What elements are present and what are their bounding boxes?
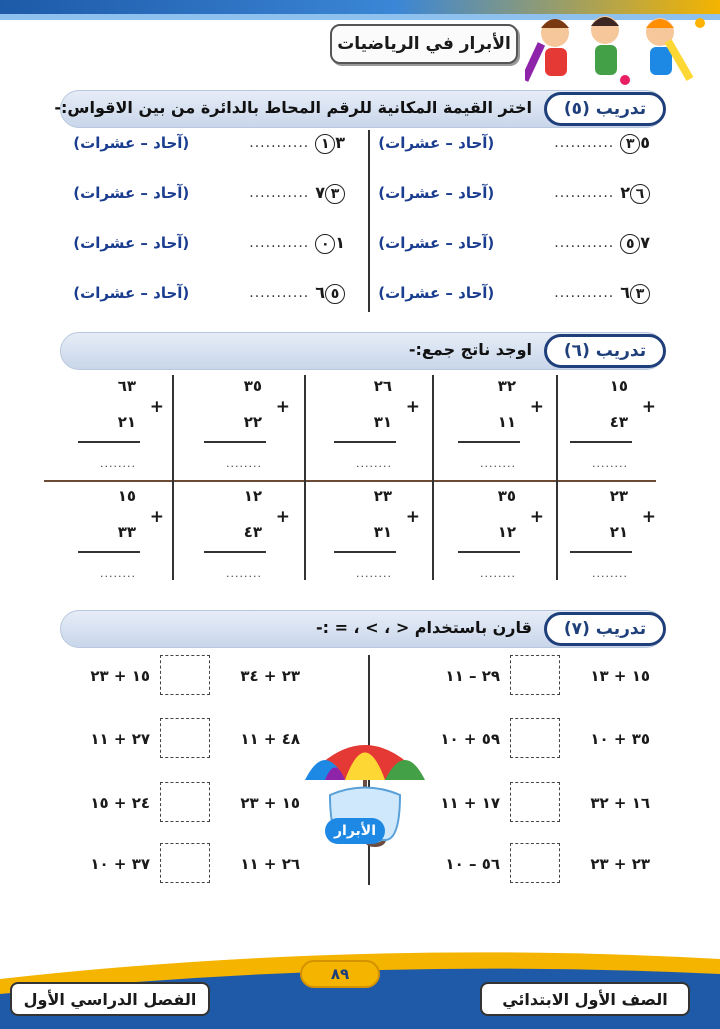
ex5-answer-blank[interactable]: ...........: [554, 235, 615, 251]
ex6-addend-top: ١٥: [609, 377, 628, 395]
ex6-addend-top: ١٢: [243, 487, 262, 505]
ex7-expression-left: ١٥ + ٢٣: [90, 667, 150, 685]
ex7-tag: تدريب (٧): [544, 612, 666, 646]
ex6-addend-bottom: ٤٣: [609, 413, 628, 431]
ex6-answer-blank[interactable]: ........: [226, 567, 262, 580]
ex5-item: [73, 128, 345, 158]
ex5-circled-digit: ٣: [630, 284, 650, 304]
ex5-item: [73, 178, 345, 208]
ex5-digit: ٣: [335, 132, 345, 152]
page-number: ٨٩: [300, 960, 380, 988]
ex5-digit: ٢: [620, 182, 630, 202]
ex6-sum-line: [78, 441, 140, 443]
ex5-number: [315, 133, 345, 154]
ex5-circled-digit: ٣: [325, 184, 345, 204]
plus-sign: +: [275, 507, 290, 527]
ex6-answer-blank[interactable]: ........: [480, 567, 516, 580]
ex7-expression-left: ٢٧ + ١١: [90, 730, 150, 748]
ex6-row-divider: [44, 480, 656, 482]
ex7-expression-right: ١٥ + ٢٣: [240, 794, 300, 812]
kids-illustration: [525, 8, 715, 88]
ex5-choices: (آحاد – عشرات): [73, 234, 190, 252]
ex5-header: [54, 90, 665, 128]
ex6-addend-top: ٢٣: [373, 487, 392, 505]
ex5-digit: ٥: [640, 132, 650, 152]
ex6-addend-bottom: ٢٢: [243, 413, 262, 431]
ex7-expression-right: ١٦ + ٣٢: [590, 794, 650, 812]
footer-grade: الصف الأول الابتدائي: [480, 982, 690, 1016]
ex6-addend-top: ٣٢: [497, 377, 516, 395]
ex5-circled-digit: ٠: [315, 234, 335, 254]
ex5-answer-blank[interactable]: ...........: [249, 185, 310, 201]
ex6-answer-blank[interactable]: ........: [356, 567, 392, 580]
plus-sign: +: [641, 397, 656, 417]
ex7-answer-box[interactable]: [510, 718, 560, 758]
ex6-sum-line: [570, 551, 632, 553]
ex7-answer-box[interactable]: [160, 782, 210, 822]
ex5-answer-blank[interactable]: ...........: [249, 235, 310, 251]
ex5-digit: ٧: [315, 182, 325, 202]
ex6-addend-top: ٢٦: [373, 377, 392, 395]
ex7-answer-box[interactable]: [510, 782, 560, 822]
ex5-circled-digit: ٥: [620, 234, 640, 254]
ex6-sum-line: [204, 551, 266, 553]
ex6-answer-blank[interactable]: ........: [100, 567, 136, 580]
ex7-instruction: قارن باستخدام < ، > ، = :-: [315, 618, 532, 637]
ex7-expression-left: ٢٩ – ١١: [445, 667, 500, 685]
ex6-addend-top: ٣٥: [243, 377, 262, 395]
plus-sign: +: [405, 397, 420, 417]
page-title: الأبرار في الرياضيات: [330, 24, 518, 64]
ex7-expression-right: ٣٥ + ١٠: [590, 730, 650, 748]
ex5-number: [620, 283, 650, 304]
ex7-expression-left: ٢٤ + ١٥: [90, 794, 150, 812]
plus-sign: +: [405, 507, 420, 527]
ex6-tag: تدريب (٦): [544, 334, 666, 368]
ex5-answer-blank[interactable]: ...........: [249, 285, 310, 301]
ex6-addition: [180, 485, 290, 590]
ex5-choices: (آحاد – عشرات): [73, 134, 190, 152]
ex6-addition: [546, 485, 656, 590]
ex6-addend-bottom: ٤٣: [243, 523, 262, 541]
ex5-choices: (آحاد – عشرات): [378, 184, 495, 202]
ex5-answer-blank[interactable]: ...........: [554, 135, 615, 151]
ex5-answer-blank[interactable]: ...........: [249, 135, 310, 151]
ex6-addend-bottom: ١١: [497, 413, 516, 431]
ex5-choices: (آحاد – عشرات): [73, 184, 190, 202]
ex7-expression-left: ١٧ + ١١: [440, 794, 500, 812]
ex5-tag: تدريب (٥): [544, 92, 666, 126]
ex6-sum-line: [458, 551, 520, 553]
ex6-answer-blank[interactable]: ........: [356, 457, 392, 470]
footer-term: الفصل الدراسي الأول: [10, 982, 210, 1016]
ex5-item: [73, 228, 345, 258]
ex6-instruction: اوجد ناتج جمع:-: [408, 340, 532, 359]
ex5-number: [620, 183, 650, 204]
ex5-circled-digit: ١: [315, 134, 335, 154]
ex5-number: [315, 183, 345, 204]
ex5-choices: (آحاد – عشرات): [378, 284, 495, 302]
plus-sign: +: [275, 397, 290, 417]
ex7-header: [60, 610, 665, 648]
ex6-sum-line: [458, 441, 520, 443]
ex7-expression-right: ٢٣ + ٢٣: [590, 855, 650, 873]
ex7-answer-box[interactable]: [510, 655, 560, 695]
ex5-circled-digit: ٥: [325, 284, 345, 304]
ex5-item: [73, 278, 345, 308]
ex7-expression-left: ٥٩ + ١٠: [440, 730, 500, 748]
ex5-number: [315, 233, 345, 254]
ex5-digit: ٦: [315, 282, 325, 302]
ex5-number: [620, 133, 650, 154]
ex6-addend-bottom: ٣١: [373, 413, 392, 431]
plus-sign: +: [149, 397, 164, 417]
ex5-choices: (آحاد – عشرات): [378, 234, 495, 252]
plus-sign: +: [529, 397, 544, 417]
ex6-sum-line: [204, 441, 266, 443]
ex5-item: [378, 178, 650, 208]
ex6-addend-top: ٦٣: [117, 377, 136, 395]
ex7-expression-right: ٢٦ + ١١: [240, 855, 300, 873]
ex5-divider: [368, 130, 370, 312]
ex5-circled-digit: ٣: [620, 134, 640, 154]
ex5-answer-blank[interactable]: ...........: [554, 185, 615, 201]
ex6-addend-bottom: ١٢: [497, 523, 516, 541]
ex5-instruction: اختر القيمة المكانية للرقم المحاط بالدائرة من بين الاقواس:-: [54, 98, 532, 117]
ex5-digit: ١: [335, 232, 345, 252]
ex6-addition: [434, 485, 544, 590]
ex6-answer-blank[interactable]: ........: [100, 457, 136, 470]
plus-sign: +: [149, 507, 164, 527]
ex5-digit: ٧: [640, 232, 650, 252]
ex6-addition: [310, 375, 420, 480]
ex6-addend-top: ٢٣: [609, 487, 628, 505]
ex6-answer-blank[interactable]: ........: [480, 457, 516, 470]
ex6-col-divider-1: [172, 375, 174, 580]
ex6-addend-bottom: ٢١: [117, 413, 136, 431]
ex7-expression-right: ٢٣ + ٣٤: [240, 667, 300, 685]
plus-sign: +: [529, 507, 544, 527]
ex6-addition: [180, 375, 290, 480]
ex7-answer-box[interactable]: [160, 655, 210, 695]
ex5-number: [620, 233, 650, 254]
ex5-digit: ٦: [620, 282, 630, 302]
ex5-item: [378, 228, 650, 258]
ex7-expression-right: ١٥ + ١٣: [590, 667, 650, 685]
ex6-addend-bottom: ٣٣: [117, 523, 136, 541]
ex6-addition: [434, 375, 544, 480]
ex7-expression-right: ٤٨ + ١١: [240, 730, 300, 748]
ex5-item: [378, 128, 650, 158]
ex6-header: [60, 332, 665, 370]
ex6-sum-line: [334, 441, 396, 443]
ex7-answer-box[interactable]: [160, 843, 210, 883]
ex6-addend-bottom: ٣١: [373, 523, 392, 541]
ex6-addend-bottom: ٢١: [609, 523, 628, 541]
ex6-addition: [546, 375, 656, 480]
ex5-choices: (آحاد – عشرات): [73, 284, 190, 302]
ex6-answer-blank[interactable]: ........: [592, 567, 628, 580]
ex6-addition: [310, 485, 420, 590]
ex6-addition: [54, 485, 164, 590]
ex6-sum-line: [570, 441, 632, 443]
logo-label: الأبرار: [325, 818, 385, 844]
ex6-addend-top: ٣٥: [497, 487, 516, 505]
ex6-col-divider-2: [304, 375, 306, 580]
ex6-answer-blank[interactable]: ........: [592, 457, 628, 470]
ex5-circled-digit: ٦: [630, 184, 650, 204]
ex5-number: [315, 283, 345, 304]
ex6-addend-top: ١٥: [117, 487, 136, 505]
ex6-sum-line: [334, 551, 396, 553]
ex5-choices: (آحاد – عشرات): [378, 134, 495, 152]
ex5-item: [378, 278, 650, 308]
ex7-expression-left: ٣٧ + ١٠: [90, 855, 150, 873]
ex6-answer-blank[interactable]: ........: [226, 457, 262, 470]
ex6-addition: [54, 375, 164, 480]
ex5-answer-blank[interactable]: ...........: [554, 285, 615, 301]
ex6-sum-line: [78, 551, 140, 553]
plus-sign: +: [641, 507, 656, 527]
ex7-answer-box[interactable]: [510, 843, 560, 883]
ex7-expression-left: ٥٦ – ١٠: [445, 855, 500, 873]
ex7-answer-box[interactable]: [160, 718, 210, 758]
